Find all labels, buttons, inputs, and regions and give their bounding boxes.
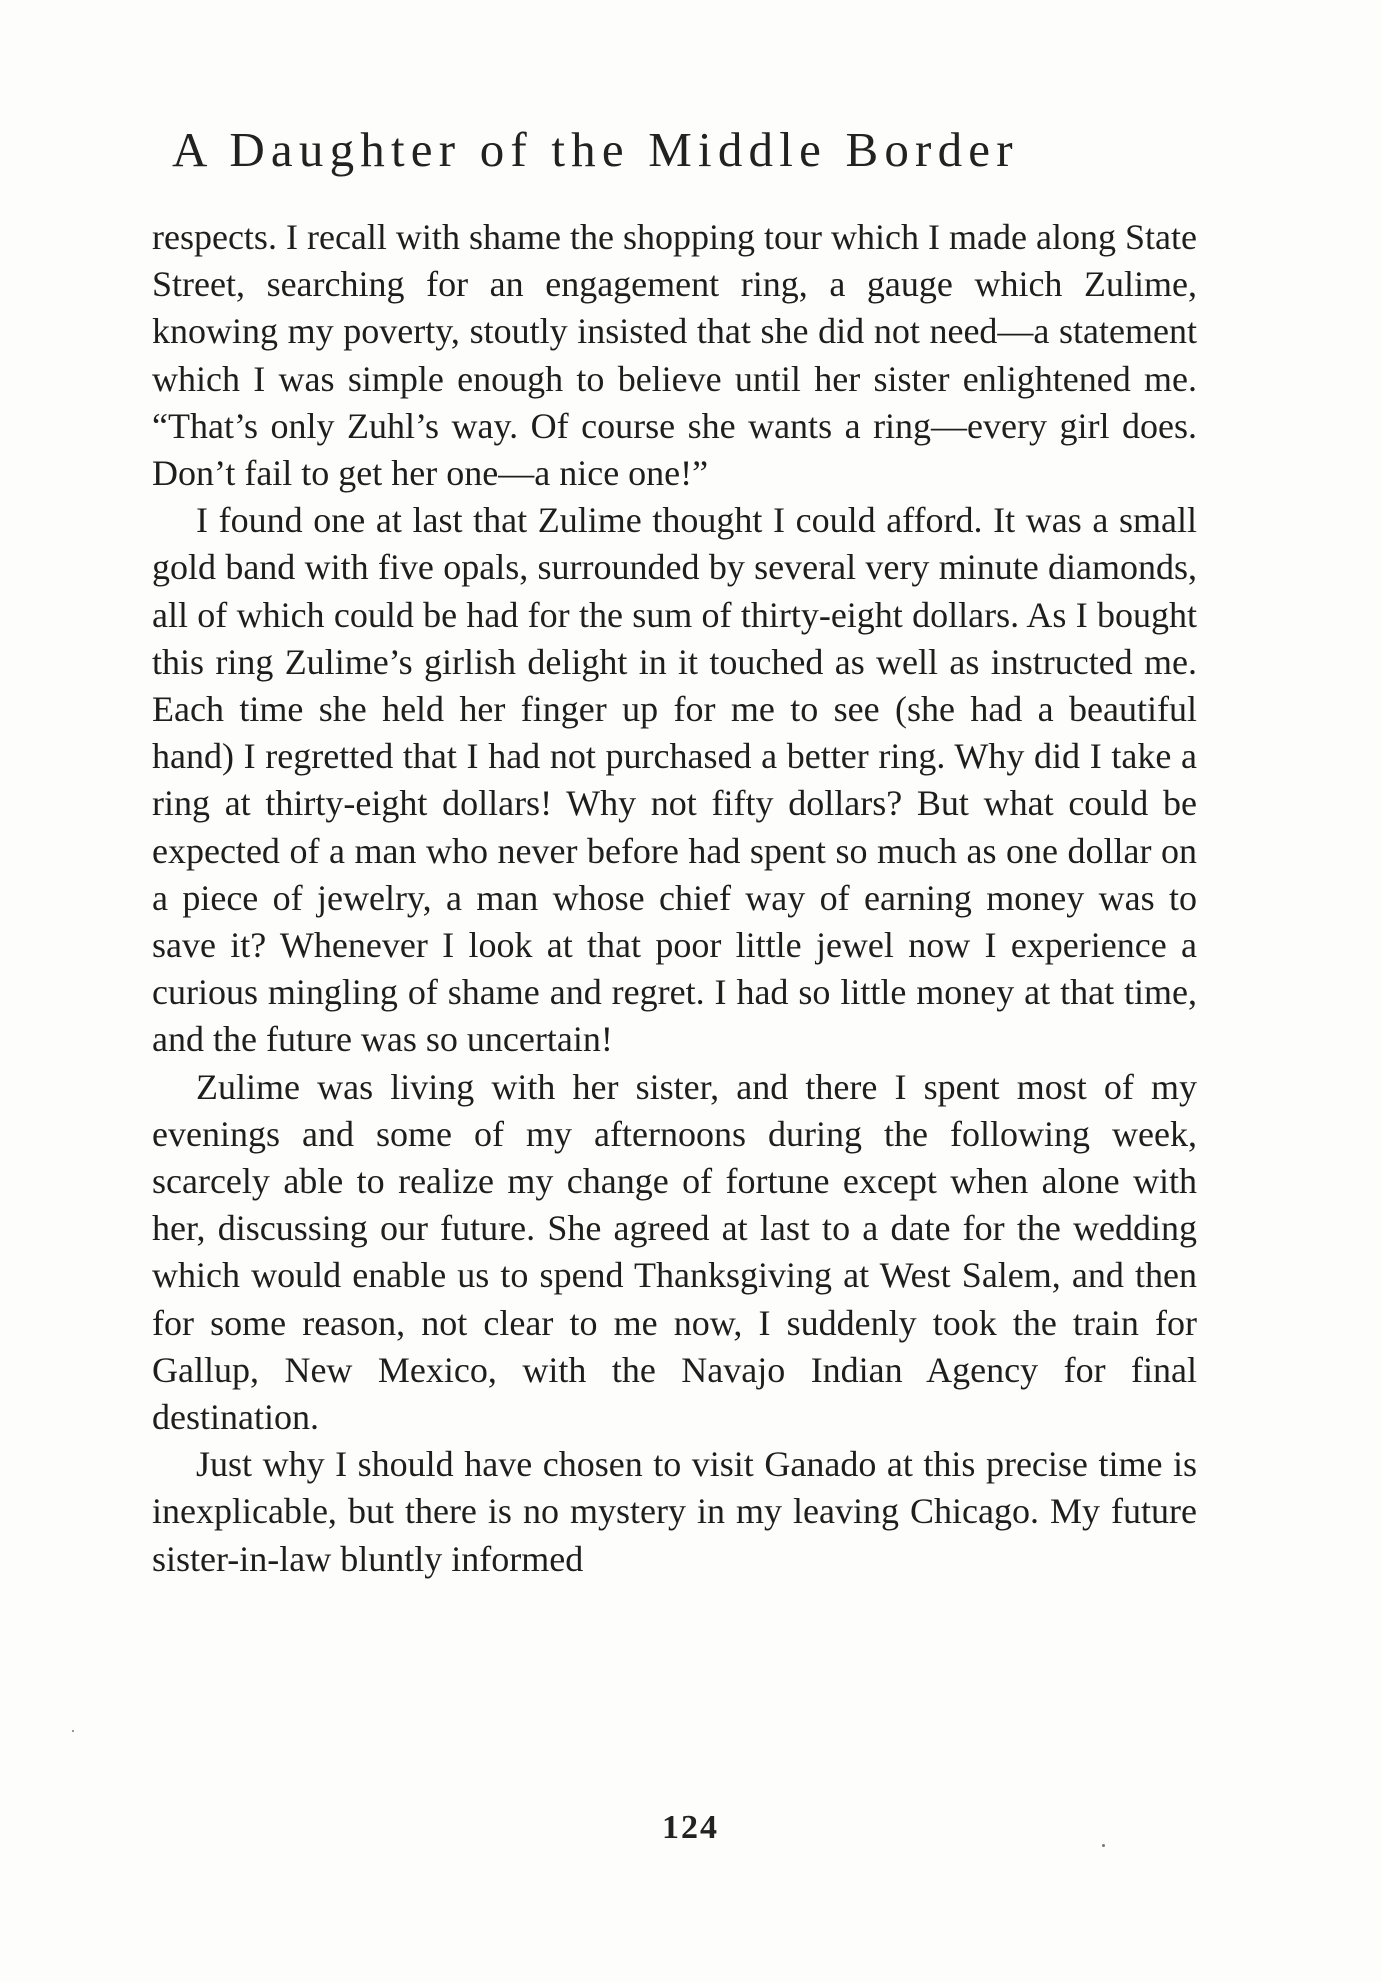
page-number: 124 <box>662 1809 719 1846</box>
running-title: A Daughter of the Middle Border <box>172 122 1019 177</box>
page-body <box>152 214 1197 1583</box>
paragraph: I found one at last that Zulime thought I could afford. It was a small gold band with five opals, surrounded by several very minute diamonds, all of which could be had for the sum of thirty-eight dollars. As I bought this ring Zulime’s girlish delight in it touched as well as instructed me. Each time she held her finger up for me to see (she had a beautiful hand) I regretted that I had not purchased a better ring. Why did I take a ring at thirty-eight dollars! Why not fifty dollars? But what could be expected of a man who never before had spent so much as one dollar on a piece of jewelry, a man whose chief way of earning money was to save it? Whenever I look at that poor little jewel now I experience a curious mingling of shame and regret. I had so little money at that time, and the future was so uncertain! <box>152 500 1197 1060</box>
scan-speck <box>72 1730 74 1732</box>
scan-speck <box>1102 1844 1105 1847</box>
paragraph: Just why I should have chosen to visit Ganado at this precise time is inexplicable, but there is no mystery in my leaving Chicago. My future sister-in-law bluntly informed <box>152 1444 1197 1579</box>
paragraph: Zulime was living with her sister, and there I spent most of my evenings and some of my afternoons during the following week, scarcely able to realize my change of fortune except when alone with her, discussing our future. She agreed at last to a date for the wedding which would enable us to spend Thanksgiving at West Salem, and then for some reason, not clear to me now, I suddenly took the train for Gallup, New Mexico, with the Navajo Indian Agency for final destination. <box>152 1066 1197 1438</box>
paragraph: respects. I recall with shame the shopping tour which I made along State Street, searching for an engagement ring, a gauge which Zulime, knowing my poverty, stoutly insisted that she did not need—a statement which I was simple enough to believe until her sister enlightened me. “That’s only Zuhl’s way. Of course she wants a ring—every girl does. Don’t fail to get her one—a nice one!” <box>152 217 1197 494</box>
